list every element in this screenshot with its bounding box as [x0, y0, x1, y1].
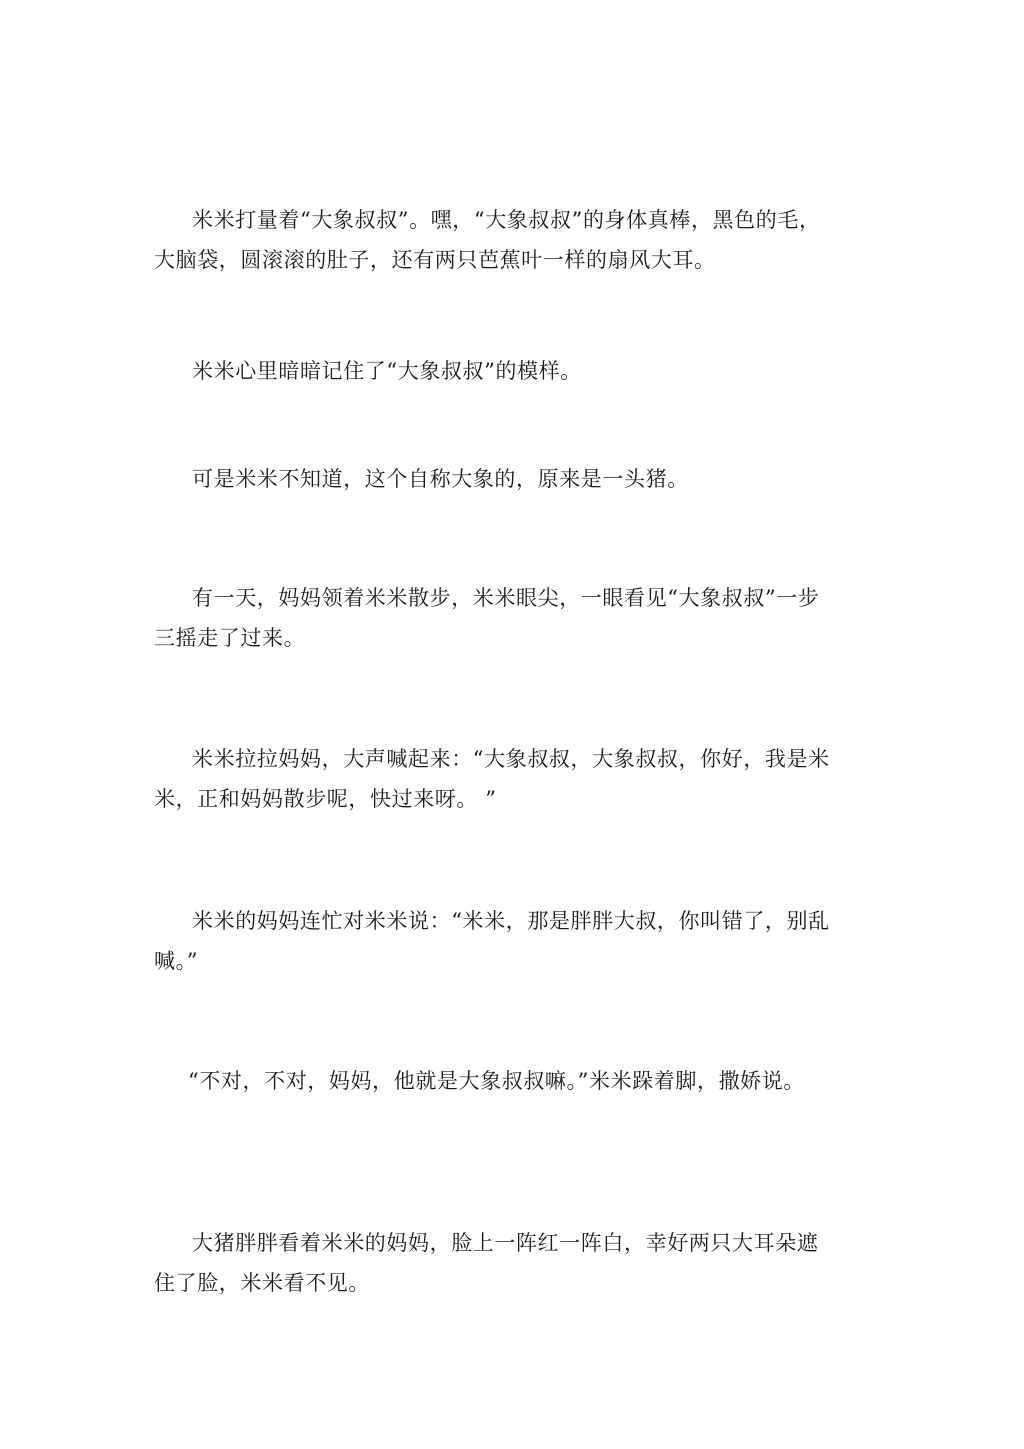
paragraph-6: 米米的妈妈连忙对米米说：“米米，那是胖胖大叔，你叫错了，别乱喊。” — [154, 909, 830, 973]
paragraph-5: 米米拉拉妈妈，大声喊起来：“大象叔叔，大象叔叔，你好，我是米米，正和妈妈散步呢，快过来呀。 ” — [154, 747, 830, 811]
paragraph-4: 有一天，妈妈领着米米散步，米米眼尖，一眼看见“大象叔叔”一步三摇走了过来。 — [154, 586, 820, 650]
paragraph-7: “不对，不对，妈妈，他就是大象叔叔嘛。”米米跺着脚，撒娇说。 — [188, 1069, 805, 1093]
paragraph-8: 大猪胖胖看着米米的妈妈，脸上一阵红一阵白，幸好两只大耳朵遮住了脸，米米看不见。 — [154, 1231, 819, 1295]
paragraph-1: 米米打量着“大象叔叔”。嘿，“大象叔叔”的身体真棒，黑色的毛，大脑袋，圆滚滚的肚子，还有两只芭蕉叶一样的扇风大耳。 — [154, 208, 821, 272]
paragraph-2: 米米心里暗暗记住了“大象叔叔”的模样。 — [192, 359, 582, 383]
paragraph-3: 可是米米不知道，这个自称大象的，原来是一头猪。 — [192, 467, 689, 491]
